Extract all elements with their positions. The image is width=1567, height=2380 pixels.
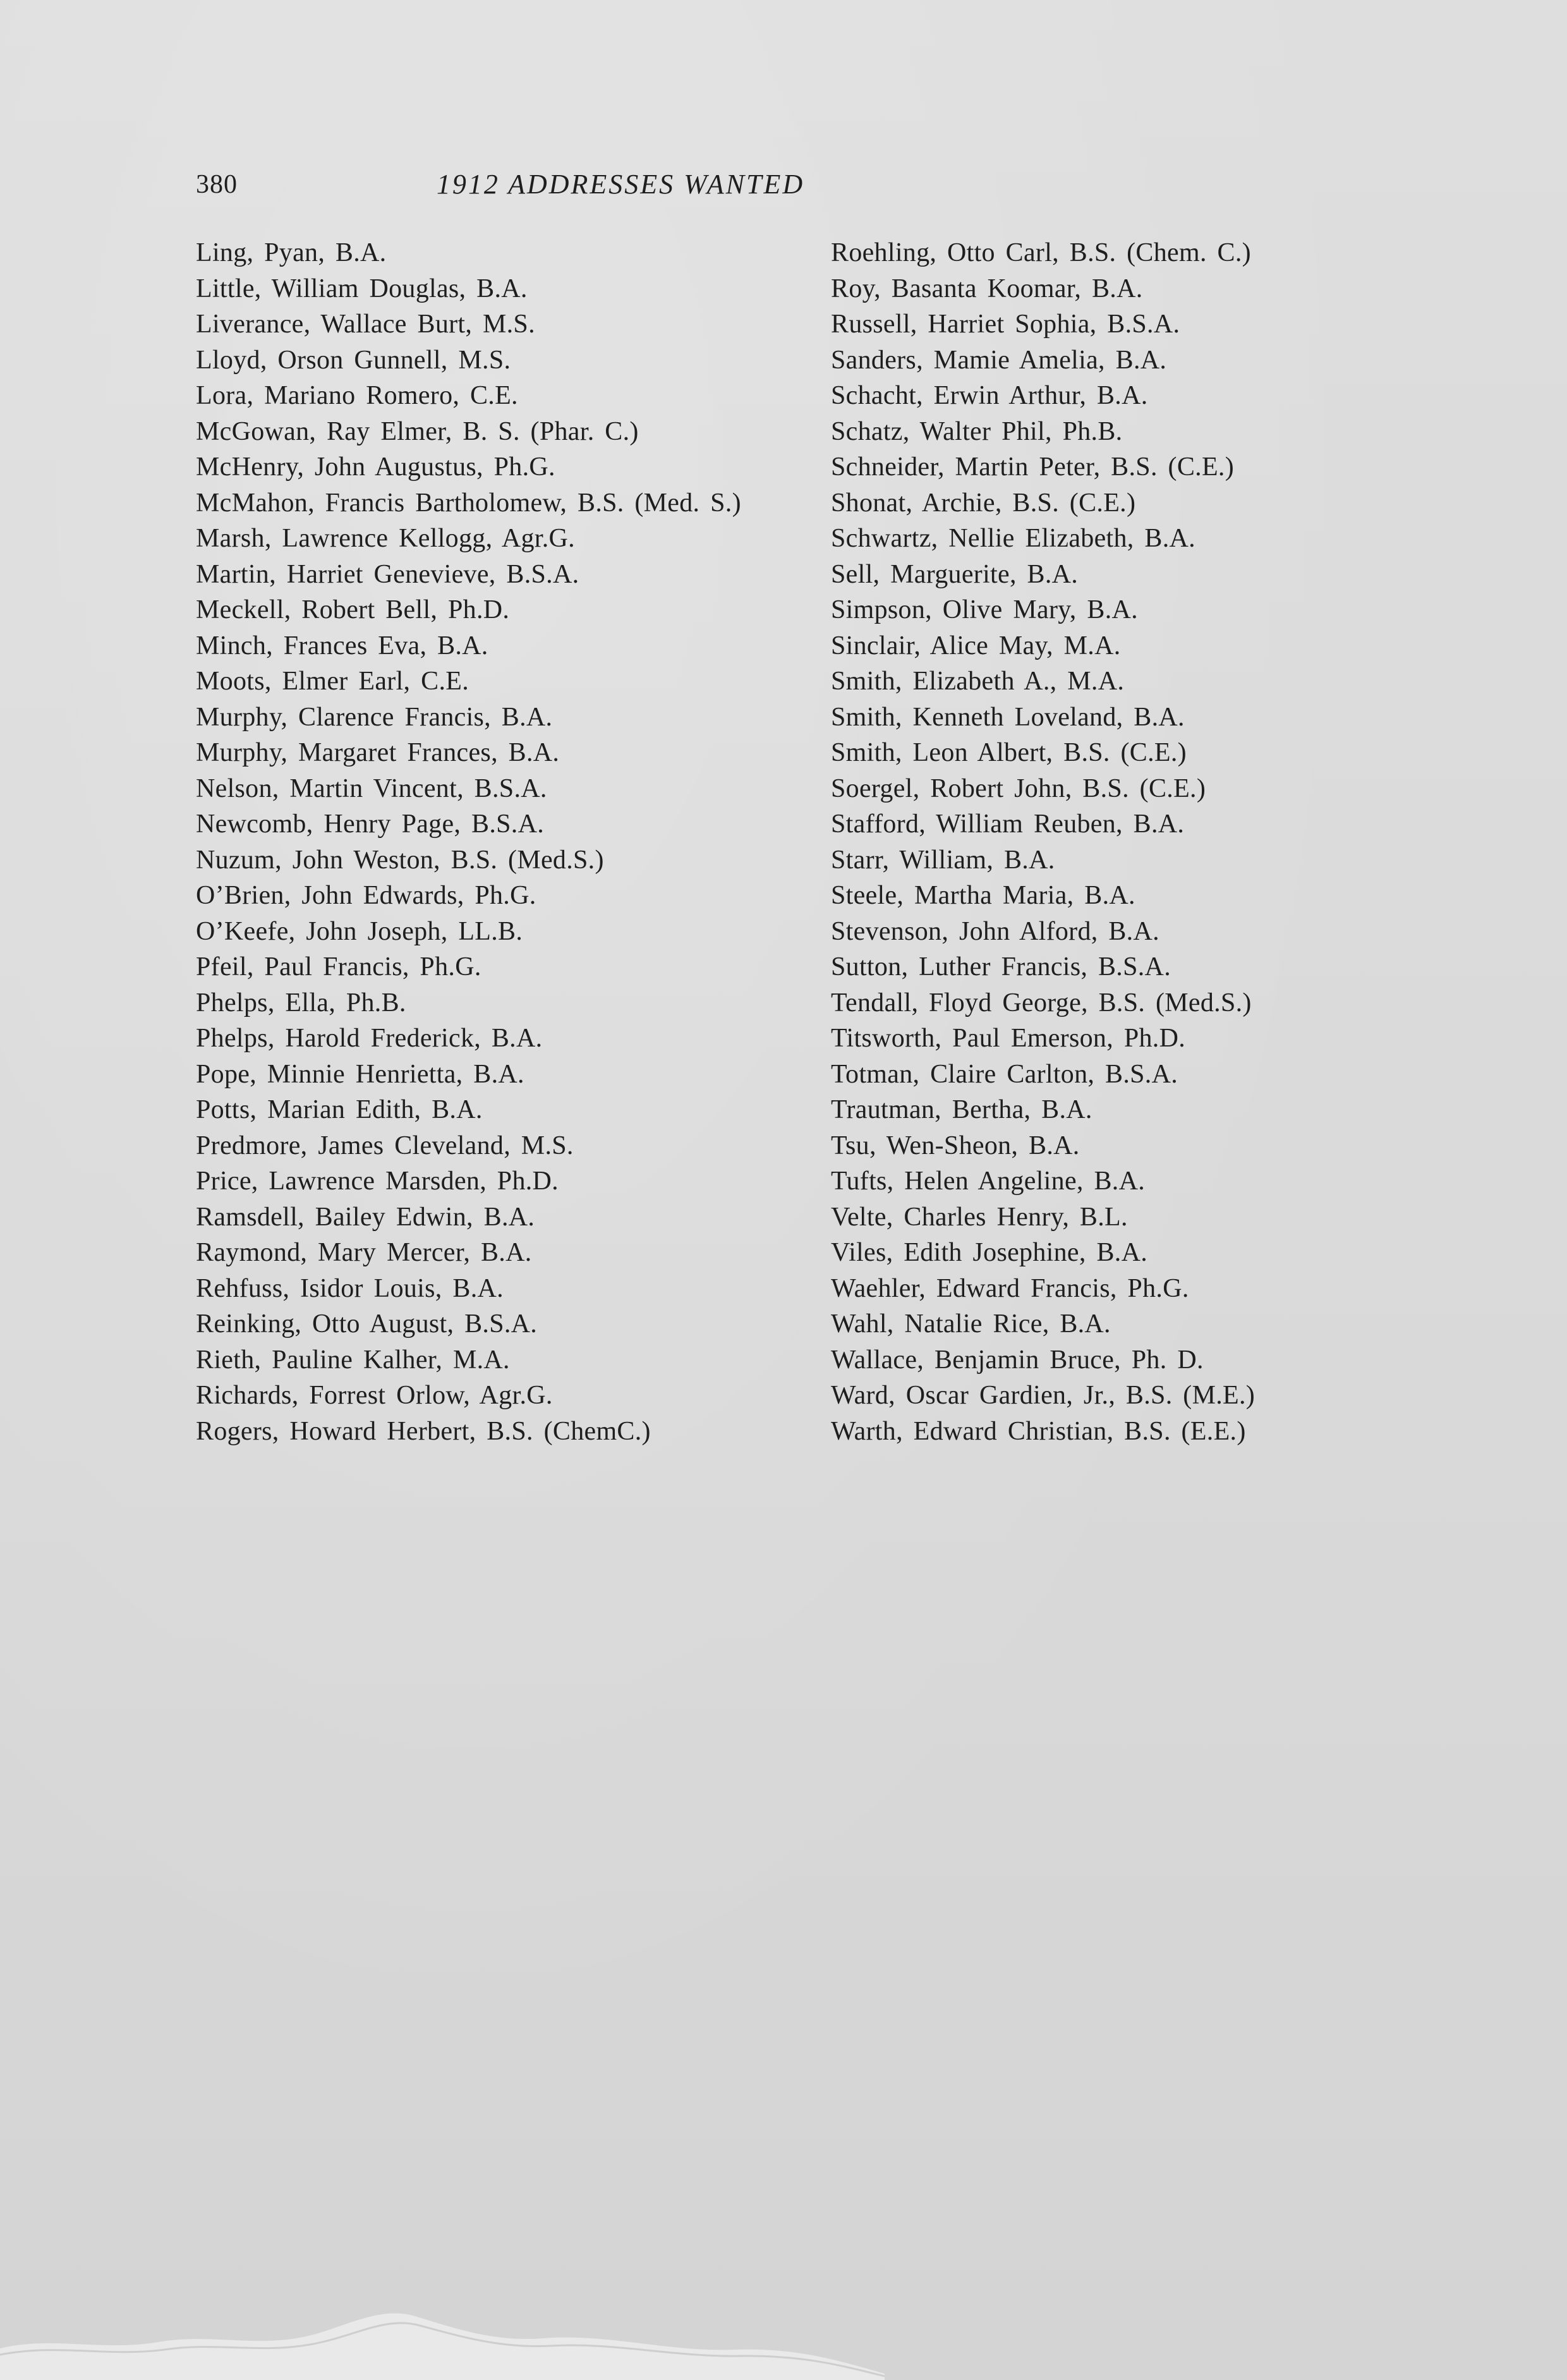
list-item: Price, Lawrence Marsden, Ph.D. (196, 1167, 559, 1196)
list-item: Schneider, Martin Peter, B.S. (C.E.) (831, 452, 1234, 482)
list-item: Russell, Harriet Sophia, B.S.A. (831, 310, 1180, 339)
list-item: Ramsdell, Bailey Edwin, B.A. (196, 1202, 535, 1232)
page-number: 380 (196, 170, 238, 199)
list-item: Marsh, Lawrence Kellogg, Agr.G. (196, 524, 575, 553)
page-header (196, 166, 1036, 203)
list-item: Shonat, Archie, B.S. (C.E.) (831, 488, 1136, 518)
list-item: Tsu, Wen-Sheon, B.A. (831, 1131, 1080, 1160)
list-item: Potts, Marian Edith, B.A. (196, 1095, 483, 1124)
list-item: Little, William Douglas, B.A. (196, 274, 528, 303)
list-item: O’Keefe, John Joseph, LL.B. (196, 916, 523, 946)
list-item: O’Brien, John Edwards, Ph.G. (196, 881, 536, 910)
list-item: Smith, Elizabeth A., M.A. (831, 667, 1125, 696)
list-item: Wahl, Natalie Rice, B.A. (831, 1309, 1111, 1339)
list-item: Titsworth, Paul Emerson, Ph.D. (831, 1024, 1186, 1053)
list-item: Phelps, Harold Frederick, B.A. (196, 1024, 543, 1053)
list-item: Murphy, Clarence Francis, B.A. (196, 702, 553, 732)
list-item: Smith, Kenneth Loveland, B.A. (831, 702, 1185, 732)
list-item: Sanders, Mamie Amelia, B.A. (831, 345, 1167, 375)
list-item: Moots, Elmer Earl, C.E. (196, 667, 469, 696)
list-item: Stafford, William Reuben, B.A. (831, 810, 1185, 839)
list-item: Roy, Basanta Koomar, B.A. (831, 274, 1143, 303)
right-column (831, 235, 1400, 1449)
list-item: McHenry, John Augustus, Ph.G. (196, 452, 555, 482)
list-item: Lora, Mariano Romero, C.E. (196, 381, 518, 410)
list-item: Rogers, Howard Herbert, B.S. (ChemC.) (196, 1416, 651, 1446)
list-item: Raymond, Mary Mercer, B.A. (196, 1238, 532, 1267)
list-item: Simpson, Olive Mary, B.A. (831, 595, 1138, 624)
paper-stain (0, 2292, 885, 2380)
list-item: Schatz, Walter Phil, Ph.B. (831, 416, 1123, 446)
list-item: Viles, Edith Josephine, B.A. (831, 1238, 1148, 1267)
list-item: Sutton, Luther Francis, B.S.A. (831, 952, 1171, 981)
list-item: McGowan, Ray Elmer, B. S. (Phar. C.) (196, 416, 639, 446)
list-item: Waehler, Edward Francis, Ph.G. (831, 1273, 1189, 1303)
list-item: Pfeil, Paul Francis, Ph.G. (196, 952, 481, 981)
list-item: Martin, Harriet Genevieve, B.S.A. (196, 559, 579, 589)
list-item: Phelps, Ella, Ph.B. (196, 988, 406, 1017)
list-item: Predmore, James Cleveland, M.S. (196, 1131, 574, 1160)
list-item: Rehfuss, Isidor Louis, B.A. (196, 1273, 504, 1303)
list-item: Trautman, Bertha, B.A. (831, 1095, 1092, 1124)
list-item: Totman, Claire Carlton, B.S.A. (831, 1059, 1178, 1089)
list-item: Roehling, Otto Carl, B.S. (Chem. C.) (831, 238, 1251, 267)
list-item: Sinclair, Alice May, M.A. (831, 631, 1121, 660)
running-title: 1912 ADDRESSES WANTED (436, 169, 805, 200)
list-item: Nelson, Martin Vincent, B.S.A. (196, 774, 547, 803)
list-item: Smith, Leon Albert, B.S. (C.E.) (831, 738, 1187, 767)
list-item: Nuzum, John Weston, B.S. (Med.S.) (196, 845, 604, 875)
list-item: Murphy, Margaret Frances, B.A. (196, 738, 560, 767)
list-item: Pope, Minnie Henrietta, B.A. (196, 1059, 524, 1089)
list-item: Steele, Martha Maria, B.A. (831, 881, 1135, 910)
list-item: Rieth, Pauline Kalher, M.A. (196, 1345, 510, 1375)
list-item: Reinking, Otto August, B.S.A. (196, 1309, 538, 1339)
list-item: Meckell, Robert Bell, Ph.D. (196, 595, 510, 624)
list-item: Sell, Marguerite, B.A. (831, 559, 1079, 589)
list-item: Richards, Forrest Orlow, Agr.G. (196, 1381, 553, 1410)
list-item: Warth, Edward Christian, B.S. (E.E.) (831, 1416, 1246, 1446)
list-item: Ling, Pyan, B.A. (196, 238, 387, 267)
list-item: Stevenson, John Alford, B.A. (831, 916, 1159, 946)
list-item: Wallace, Benjamin Bruce, Ph. D. (831, 1345, 1204, 1375)
left-column (196, 235, 802, 1449)
list-item: Tufts, Helen Angeline, B.A. (831, 1167, 1146, 1196)
list-item: Starr, William, B.A. (831, 845, 1055, 875)
list-item: Velte, Charles Henry, B.L. (831, 1202, 1128, 1232)
list-item: McMahon, Francis Bartholomew, B.S. (Med. S.) (196, 488, 741, 518)
list-item: Ward, Oscar Gardien, Jr., B.S. (M.E.) (831, 1381, 1255, 1410)
list-item: Lloyd, Orson Gunnell, M.S. (196, 345, 511, 375)
list-item: Tendall, Floyd George, B.S. (Med.S.) (831, 988, 1252, 1017)
list-item: Soergel, Robert John, B.S. (C.E.) (831, 774, 1206, 803)
list-item: Schacht, Erwin Arthur, B.A. (831, 381, 1148, 410)
list-item: Minch, Frances Eva, B.A. (196, 631, 488, 660)
list-item: Newcomb, Henry Page, B.S.A. (196, 810, 545, 839)
list-item: Liverance, Wallace Burt, M.S. (196, 310, 535, 339)
list-item: Schwartz, Nellie Elizabeth, B.A. (831, 524, 1195, 553)
